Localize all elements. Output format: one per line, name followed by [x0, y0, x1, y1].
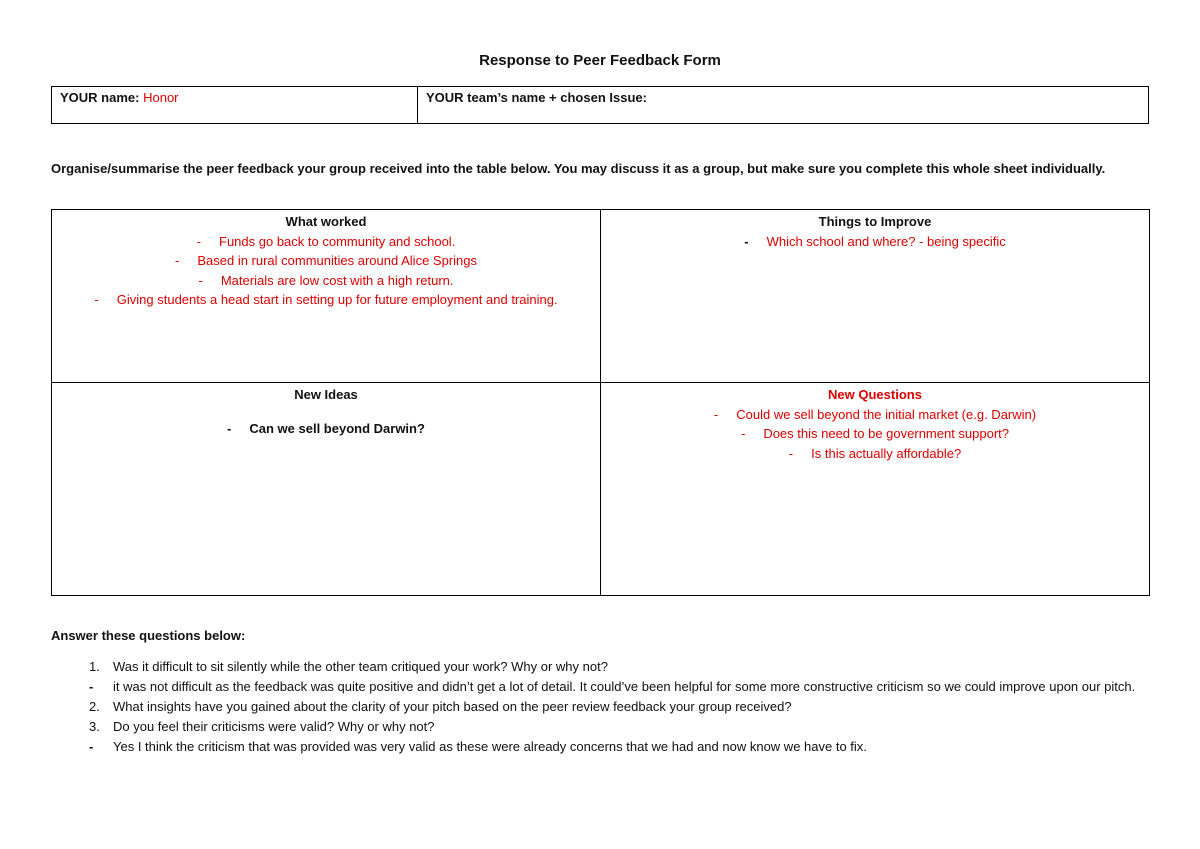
list-marker: - — [89, 679, 94, 694]
answer-row[interactable] — [51, 677, 1149, 697]
question-row — [51, 697, 1149, 717]
list-item: - Is this actually affordable? — [788, 445, 962, 461]
instructions-text: Organise/summarise the peer feedback your group received into the table below. You may discuss it as a group, but make sure you complete this whole sheet individually. — [51, 161, 1106, 176]
new-questions-cell[interactable] — [601, 383, 1149, 595]
what-worked-cell[interactable] — [52, 210, 601, 383]
list-marker: 2. — [89, 699, 100, 714]
what-worked-heading: What worked — [285, 214, 367, 229]
things-to-improve-cell[interactable] — [601, 210, 1149, 383]
list-item: - Could we sell beyond the initial market (e.g. Darwin) — [713, 406, 1037, 422]
list-item: - Which school and where? - being specific — [744, 233, 1006, 249]
answers-heading: Answer these questions below: — [51, 628, 246, 643]
list-marker: - — [89, 739, 94, 754]
info-table — [51, 86, 1149, 124]
question-text: Was it difficult to sit silently while the other team critiqued your work? Why or why not? — [113, 659, 608, 674]
question-text: What insights have you gained about the clarity of your pitch based on the peer review feedback your group received? — [113, 699, 792, 714]
feedback-table — [51, 209, 1150, 596]
list-item: - Can we sell beyond Darwin? — [227, 420, 425, 436]
list-marker: 1. — [89, 659, 100, 674]
list-item: - Giving students a head start in setting up for future employment and training. — [94, 292, 558, 307]
answer-row[interactable] — [51, 737, 1149, 757]
list-item: - Does this need to be government support? — [740, 426, 1010, 441]
things-to-improve-heading: Things to Improve — [818, 214, 932, 229]
question-text: Do you feel their criticisms were valid? Why or why not? — [113, 719, 435, 734]
form-title: Response to Peer Feedback Form — [479, 52, 721, 69]
team-label: YOUR team’s name + chosen Issue: — [426, 90, 647, 105]
answer-text: Yes I think the criticism that was provided was very valid as these were already concerns that we had and now know we have to fix. — [113, 739, 867, 754]
new-ideas-heading: New Ideas — [294, 387, 358, 402]
list-item: - Materials are low cost with a high return. — [198, 272, 454, 288]
name-value: Honor — [143, 90, 179, 105]
new-ideas-cell[interactable] — [52, 383, 601, 595]
question-row — [51, 717, 1149, 737]
list-item: - Based in rural communities around Alice Springs — [175, 253, 477, 268]
new-questions-heading: New Questions — [828, 387, 922, 402]
name-label: YOUR name: — [60, 90, 140, 105]
answer-text: it was not difficult as the feedback was quite positive and didn’t get a lot of detail. It could’ve been helpful for some more constructive criticism so we could improve upon our pitch. — [113, 679, 1136, 694]
list-marker: 3. — [89, 719, 100, 734]
list-item: - Funds go back to community and school. — [196, 233, 456, 249]
team-cell[interactable] — [418, 87, 1148, 123]
name-cell[interactable] — [52, 87, 418, 123]
question-row — [51, 657, 1149, 677]
answers-section — [51, 628, 1149, 757]
